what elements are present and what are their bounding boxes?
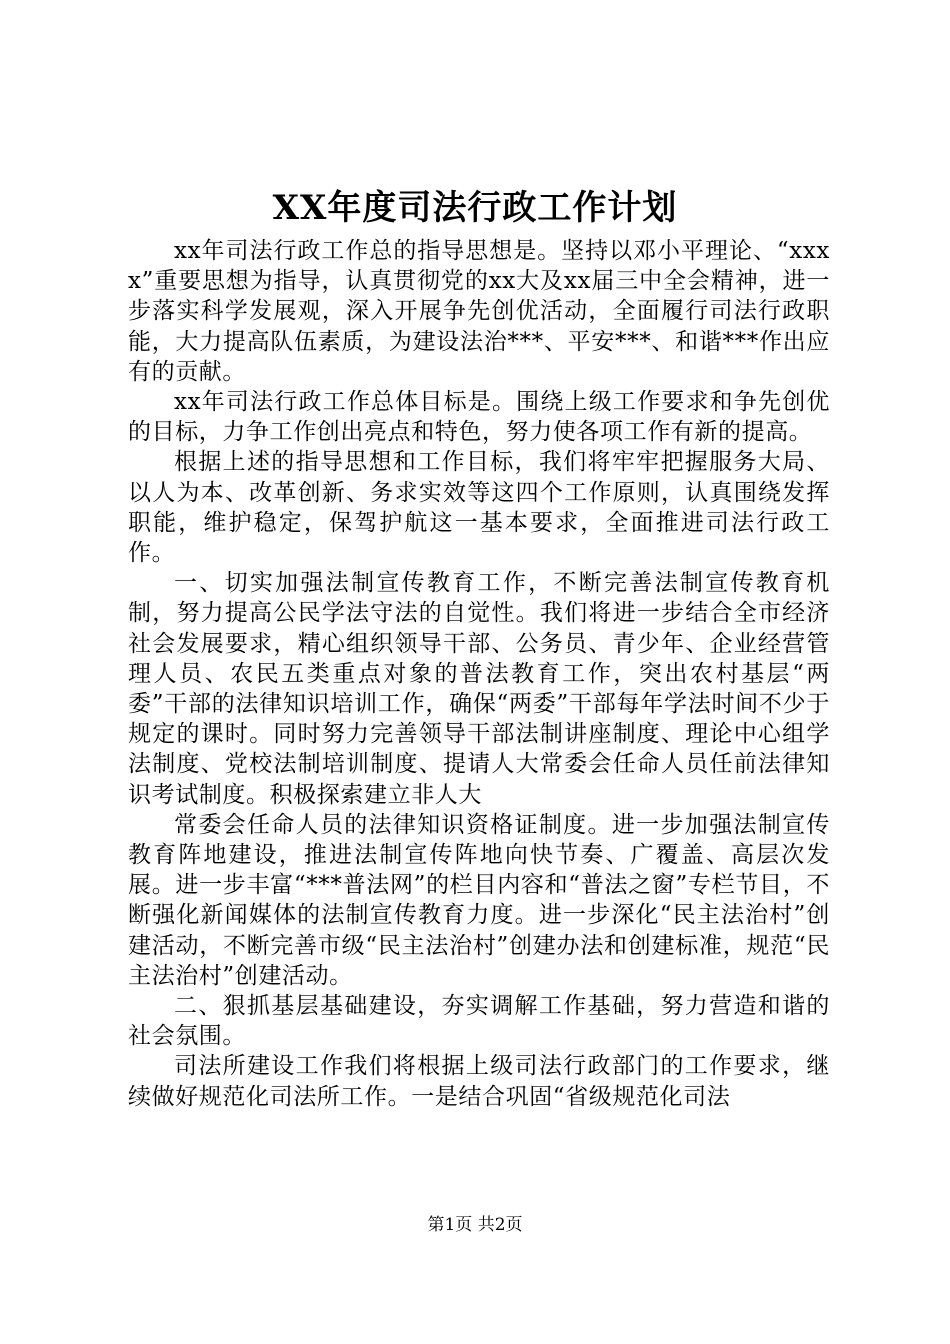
paragraph-section-two: 二、狠抓基层基础建设，夯实调解工作基础，努力营造和谐的社会氛围。 <box>128 993 830 1050</box>
paragraph-section-one: 一、切实加强法制宣传教育工作，不断完善法制宣传教育机制，努力提高公民学法守法的自觉性。我们将进一步结合全市经济社会发展要求，精心组织领导干部、公务员、青少年、企业经营管理人员、农民五类重点对象的普法教育工作，突出农村基层“两委”干部的法律知识培训工作，确保“两委”干部每年学法时间不少于规定的课时。同时努力完善领导干部法制讲座制度、理论中心组学法制度、党校法制培训制度、提请人大常委会任命人员任前法律知识考试制度。积极探索建立非人大 <box>128 570 830 808</box>
page-indicator: 第1页 共2页 <box>427 1215 523 1235</box>
paragraph-principles: 根据上述的指导思想和工作目标，我们将牢牢把握服务大局、以人为本、改革创新、务求实效等这四个工作原则，认真围绕发挥职能，维护稳定，保驾护航这一基本要求，全面推进司法行政工作。 <box>128 449 830 567</box>
paragraph-section-one-continued: 常委会任命人员的法律知识资格证制度。进一步加强法制宣传教育阵地建设，推进法制宣传阵地向快节奏、广覆盖、高层次发展。进一步丰富“***普法网”的栏目内容和“普法之窗”专栏节目，不断强化新闻媒体的法制宣传教育力度。进一步深化“民主法治村”创建活动，不断完善市级“民主法治村”创建办法和创建标准，规范“民主法治村”创建活动。 <box>128 811 830 989</box>
paragraph-overall-goal: xx年司法行政工作总体目标是。围绕上级工作要求和争先创优的目标，力争工作创出亮点和特色，努力使各项工作有新的提高。 <box>128 389 830 446</box>
document-title: XX年度司法行政工作计划 <box>272 188 678 228</box>
paragraph-guiding-thought: xx年司法行政工作总的指导思想是。坚持以邓小平理论、“xxxx”重要思想为指导，认真贯彻党的xx大及xx届三中全会精神，进一步落实科学发展观，深入开展争先创优活动，全面履行司法行政职能，大力提高队伍素质，为建设法治***、平安***、和谐***作出应有的贡献。 <box>128 238 830 385</box>
paragraph-judicial-office: 司法所建设工作我们将根据上级司法行政部门的工作要求，继续做好规范化司法所工作。一是结合巩固“省级规范化司法 <box>128 1053 830 1110</box>
document-body <box>128 236 830 1112</box>
